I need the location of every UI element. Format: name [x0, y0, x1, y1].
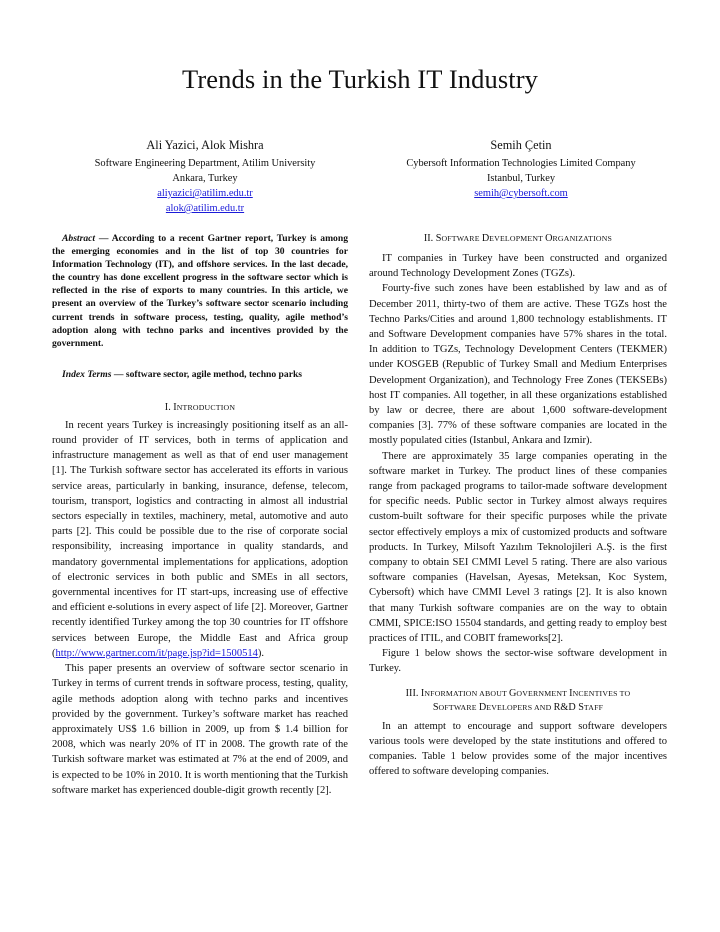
author-email-link[interactable]: aliyazici@atilim.edu.tr: [157, 188, 253, 199]
abstract-lead: Abstract: [62, 233, 96, 244]
heading-part: NFORMATION ABOUT: [424, 688, 510, 698]
index-terms-text: — software sector, agile method, techno parks: [111, 368, 303, 380]
section-heading-government-incentives: [369, 687, 667, 715]
author-block-left: [40, 138, 370, 216]
author-email-link[interactable]: alok@atilim.edu.tr: [165, 203, 245, 214]
heading-part: II. S: [423, 233, 442, 244]
heading-part: D: [478, 701, 487, 713]
heading-part: R&D S: [553, 701, 584, 713]
gartner-link[interactable]: http://www.gartner.com/it/page.jsp?id=1500514: [55, 647, 258, 659]
heading-part: OFTWARE: [438, 702, 479, 712]
section-heading-introduction: [52, 401, 348, 415]
section2-paragraph-4: Figure 1 below shows the sector-wise software development in Turkey.: [369, 648, 667, 675]
author-affiliation: Software Engineering Department, Atilim University: [94, 158, 316, 169]
author-block-right: [360, 138, 682, 201]
intro-paragraph-1: [52, 418, 348, 661]
heading-part: NTRODUCTION: [176, 402, 236, 412]
author-names: Ali Yazici, Alok Mishra: [146, 138, 264, 152]
abstract-text: — According to a recent Gartner report, Turkey is among the emerging economies and in the list of top 30 countries for Information Technology (IT), and offshore services. In the last decade, the country has done excellent progress in the software sector which is reflected in the rise of exports to many countries. In this article, we present an overview of the Turkey’s software sector scenario including current trends in software process, testing, quality, agile method’s adoption along with techno parks and incentives provided by the government.: [52, 233, 348, 349]
author-names: Semih Çetin: [490, 138, 552, 152]
section2-paragraph-1: IT companies in Turkey have been constructed and organized around Technology Development Zones (TGZs).: [369, 253, 667, 280]
left-column: [52, 232, 348, 798]
author-email-link[interactable]: semih@cybersoft.com: [474, 188, 568, 199]
author-affiliation: Cybersoft Information Technologies Limited Company: [406, 158, 636, 169]
intro-paragraph-2: This paper presents an overview of software sector scenario in Turkey in terms of current trends in software process, testing, quality, agile methods adoption along with techno parks and incentives provided by the government. Turkey’s software market has reached approximately US$ 1.6 billion in 2009, up from $ 1.4 billion for 2008, which was nearly 20% of IT in 2008. The growth rate of the Turkish software market was estimated at 7% at the end of 2009, and is expected to be 10% in 2010. It is worth mentioning that the Turkish software market has experienced double-digit growth recently [2].: [52, 663, 348, 796]
heading-part: D: [481, 233, 490, 244]
heading-part: G: [509, 687, 517, 699]
section2-paragraph-2: Fourty-five such zones have been established by law and as of December 2011, thirty-two of them are active. These TGZs host the Techno Parks/Cities and around 1,800 technology establishments. IT and Software Development companies have 57% shares in the total. In addition to TGZs, Technology Development Centers (TEKMER) under KOSGEB (Republic of Turkey Small and Medium Enterprises Development Organization), and Technology Free Zones (TEKSEBs) host IT companies. All together, in all these organizations established by law or decree, there are about 1,600 software-development companies [3]. 77% of these software companies are located in the mostly populated cities (Istanbul, Ankara and Izmir).: [369, 283, 667, 447]
index-terms-lead: Index Terms: [62, 368, 112, 380]
index-terms: [52, 368, 348, 381]
heading-part: TAFF: [583, 702, 604, 712]
heading-part: EVELOPMENT: [489, 234, 546, 243]
heading-part: OVERNMENT: [516, 688, 570, 698]
abstract: [52, 232, 348, 350]
heading-part: III. I: [405, 687, 425, 699]
paragraph-text: In recent years Turkey is increasingly positioning itself as an all-round provider of IT services, both in terms of application and infrastructure management as well as that of end user management [1]. The Turkish software sector has accelerated its efforts in various service areas, particularly in banking, insurance, defense, telecom, tourism, transport, logistics and contracting in almost all industrial sectors especially in textiles, machinery, metal, automotive and auto parts [2]. This could be possible due to the rise of corporate social responsibility, increasing importance in quality standards, and mandatory governmental implementations for applications, adoption of electronic services in both public and SMEs in all sectors, governmental incentives for IT start-ups, increasing use of effective and efficient e-solutions in every aspect of life [2]. Moreover, Gartner recently identified Turkey among the top 30 countries for IT offshore services between Europe, the Middle East and Africa group (: [52, 419, 348, 659]
heading-part: I. I: [164, 401, 177, 413]
heading-part: EVELOPERS AND: [486, 702, 554, 712]
author-location: Istanbul, Turkey: [486, 173, 556, 184]
heading-part: OFTWARE: [441, 234, 482, 243]
heading-part: I: [569, 687, 573, 699]
paragraph-text: ).: [257, 647, 265, 659]
section3-paragraph-1: In an attempt to encourage and support software developers various tools were developed by the state institutions and offered to companies. Table 1 below provides some of the major incentives offered to software developing companies.: [369, 720, 667, 778]
paper-title: Trends in the Turkish IT Industry: [182, 64, 538, 94]
heading-part: NCENTIVES TO: [572, 688, 631, 698]
section-heading-software-development: [369, 232, 667, 246]
author-location: Ankara, Turkey: [172, 173, 238, 184]
heading-part: S: [432, 701, 439, 713]
heading-part: O: [545, 233, 553, 244]
right-column: [369, 232, 667, 780]
heading-part: RGANIZATIONS: [552, 234, 613, 243]
section2-paragraph-3: There are approximately 35 large companies operating in the software market in Turkey. The product lines of these companies range from packaged programs to tailor-made software development for specific needs. Public sector in Turkey almost always requires custom-built software for their specific purposes while the private sector effectively employs a mix of customized products and software products. In Turkey, Milsoft Yazılım Teknolojileri A.Ş. is the first company to obtain SEI CMMI Level 5 rating. There are also various software companies (Havelsan, Ayesas, Meteksan, Koc System, Cybersoft) which have CMMI Level 3 ratings [2]. It is also known that many Turkish software companies are on the way to obtain CMMI, SPICE:ISO 15504 standards, and getting ready to employ best practices of ITIL, and COBIT frameworks[2].: [369, 450, 667, 645]
